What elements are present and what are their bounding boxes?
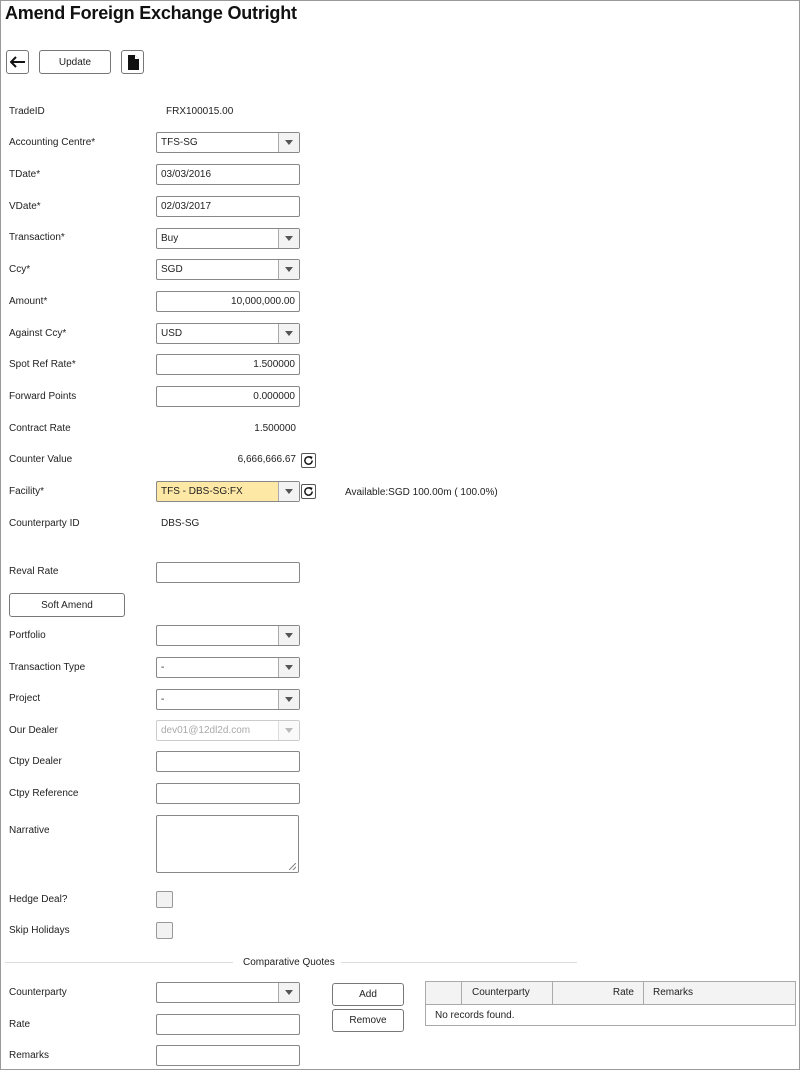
transaction-type-select[interactable] — [156, 657, 300, 678]
chevron-down-icon — [285, 728, 293, 733]
quotes-table — [425, 981, 796, 1026]
add-quote-button[interactable]: Add — [332, 983, 404, 1006]
trade-id-label: TradeID — [9, 106, 45, 117]
narrative-label: Narrative — [9, 825, 50, 836]
against-ccy-dropdown-button[interactable] — [278, 324, 299, 343]
vdate-input[interactable]: 02/03/2017 — [156, 196, 300, 217]
facility-available-text: Available:SGD 100.00m ( 100.0%) — [345, 487, 498, 498]
ctpy-dealer-label: Ctpy Dealer — [9, 756, 62, 767]
chevron-down-icon — [285, 990, 293, 995]
accounting-centre-select[interactable] — [156, 132, 300, 153]
document-button[interactable] — [121, 50, 144, 74]
facility-label: Facility* — [9, 486, 45, 497]
resize-handle-icon[interactable] — [289, 863, 296, 870]
ctpy-dealer-input[interactable] — [156, 751, 300, 772]
against-ccy-label: Against Ccy* — [9, 328, 67, 339]
project-select[interactable] — [156, 689, 300, 710]
forward-points-label: Forward Points — [9, 391, 77, 402]
document-icon — [127, 55, 139, 70]
contract-rate-value: 1.500000 — [254, 423, 296, 434]
transaction-label: Transaction* — [9, 232, 65, 243]
our-dealer-dropdown-button — [278, 721, 299, 740]
quote-counterparty-label: Counterparty — [9, 987, 67, 998]
transaction-type-dropdown-button[interactable] — [278, 658, 299, 677]
refresh-icon — [303, 455, 314, 466]
back-button[interactable] — [6, 50, 29, 74]
counterparty-id-value: DBS-SG — [161, 518, 200, 529]
chevron-down-icon — [285, 665, 293, 670]
project-dropdown-button[interactable] — [278, 690, 299, 709]
contract-rate-label: Contract Rate — [9, 423, 71, 434]
spot-ref-rate-label: Spot Ref Rate* — [9, 359, 76, 370]
chevron-down-icon — [285, 236, 293, 241]
transaction-dropdown-button[interactable] — [278, 229, 299, 248]
ccy-select[interactable] — [156, 259, 300, 280]
facility-dropdown-button[interactable] — [278, 482, 299, 501]
project-value: - — [161, 694, 165, 705]
spot-ref-rate-input[interactable]: 1.500000 — [156, 354, 300, 375]
transaction-select[interactable] — [156, 228, 300, 249]
table-header-remarks[interactable]: Remarks — [644, 982, 795, 1005]
amount-label: Amount* — [9, 296, 48, 307]
transaction-type-label: Transaction Type — [9, 662, 86, 673]
table-header-select[interactable] — [426, 982, 462, 1005]
narrative-textarea[interactable] — [156, 815, 299, 873]
vdate-label: VDate* — [9, 201, 41, 212]
table-header-rate[interactable]: Rate — [553, 982, 644, 1005]
portfolio-dropdown-button[interactable] — [278, 626, 299, 645]
portfolio-select[interactable] — [156, 625, 300, 646]
against-ccy-value: USD — [161, 328, 183, 339]
section-divider-right — [341, 962, 577, 963]
chevron-down-icon — [285, 489, 293, 494]
ccy-dropdown-button[interactable] — [278, 260, 299, 279]
quote-remarks-input[interactable] — [156, 1045, 300, 1066]
accounting-centre-label: Accounting Centre* — [9, 137, 96, 148]
refresh-icon — [303, 486, 314, 497]
chevron-down-icon — [285, 140, 293, 145]
project-label: Project — [9, 693, 41, 704]
chevron-down-icon — [285, 331, 293, 336]
ctpy-reference-label: Ctpy Reference — [9, 788, 79, 799]
quote-counterparty-dropdown-button[interactable] — [278, 983, 299, 1002]
our-dealer-label: Our Dealer — [9, 725, 58, 736]
against-ccy-select[interactable] — [156, 323, 300, 344]
remove-quote-button[interactable]: Remove — [332, 1009, 404, 1032]
table-empty-message: No records found. — [435, 1010, 515, 1021]
transaction-value: Buy — [161, 233, 179, 244]
skip-holidays-label: Skip Holidays — [9, 925, 70, 936]
facility-value: TFS - DBS-SG:FX — [161, 486, 243, 497]
hedge-deal-label: Hedge Deal? — [9, 894, 68, 905]
chevron-down-icon — [285, 697, 293, 702]
quote-rate-input[interactable] — [156, 1014, 300, 1035]
counterparty-id-label: Counterparty ID — [9, 518, 80, 529]
reval-rate-label: Reval Rate — [9, 566, 59, 577]
tdate-label: TDate* — [9, 169, 41, 180]
our-dealer-value: dev01@12dl2d.com — [161, 725, 251, 736]
ctpy-reference-input[interactable] — [156, 783, 300, 804]
counter-value-refresh-button[interactable] — [301, 453, 316, 468]
our-dealer-select — [156, 720, 300, 741]
skip-holidays-checkbox[interactable] — [156, 922, 173, 939]
ccy-value: SGD — [161, 264, 183, 275]
comparative-quotes-title: Comparative Quotes — [243, 957, 335, 968]
chevron-down-icon — [285, 633, 293, 638]
reval-rate-input[interactable] — [156, 562, 300, 583]
quote-remarks-label: Remarks — [9, 1050, 50, 1061]
ccy-label: Ccy* — [9, 264, 31, 275]
portfolio-label: Portfolio — [9, 630, 46, 641]
chevron-down-icon — [285, 267, 293, 272]
facility-refresh-button[interactable] — [301, 484, 316, 499]
table-header-counterparty[interactable]: Counterparty — [462, 982, 553, 1005]
amount-input[interactable]: 10,000,000.00 — [156, 291, 300, 312]
hedge-deal-checkbox[interactable] — [156, 891, 173, 908]
tdate-input[interactable]: 03/03/2016 — [156, 164, 300, 185]
counter-value-label: Counter Value — [9, 454, 73, 465]
quote-counterparty-select[interactable] — [156, 982, 300, 1003]
update-button[interactable]: Update — [39, 50, 111, 74]
accounting-centre-dropdown-button[interactable] — [278, 133, 299, 152]
transaction-type-value: - — [161, 662, 165, 673]
page-title: Amend Foreign Exchange Outright — [5, 3, 297, 23]
soft-amend-button[interactable]: Soft Amend — [9, 593, 125, 617]
counter-value-value: 6,666,666.67 — [237, 454, 296, 465]
accounting-centre-value: TFS-SG — [161, 137, 198, 148]
forward-points-input[interactable]: 0.000000 — [156, 386, 300, 407]
trade-id-value: FRX100015.00 — [166, 106, 234, 117]
quote-rate-label: Rate — [9, 1019, 31, 1030]
section-divider-left — [5, 962, 233, 963]
arrow-left-icon — [10, 56, 26, 68]
facility-select[interactable] — [156, 481, 300, 502]
